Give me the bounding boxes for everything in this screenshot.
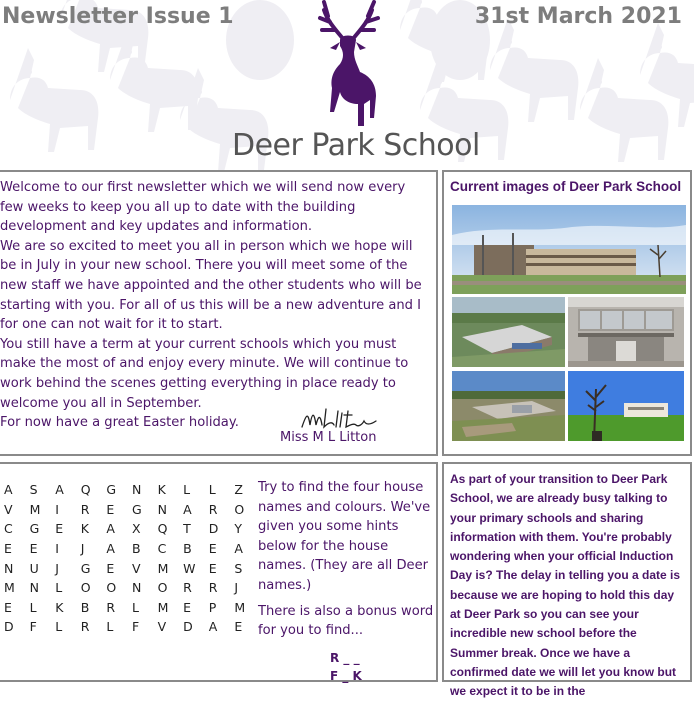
wordsearch-letter: M [4,580,15,596]
wordsearch-letter: U [29,560,39,576]
bonus-text: There is also a bonus word for you to find... [258,603,434,639]
interior-photo [568,297,684,367]
wordsearch-letter: L [55,619,63,635]
aerial-photo-2 [452,371,565,441]
wordsearch-letter: G [131,501,142,517]
wordsearch-letter: L [131,599,139,615]
wordsearch-letter: L [29,599,37,615]
house-hint: R _ _ [330,651,360,665]
wordsearch-row [4,519,260,539]
house-hint: F _ K [330,669,362,683]
wordsearch-letter: Y [234,521,242,537]
wordsearch-letter: K [80,521,89,537]
wordsearch-row [4,558,260,578]
wordsearch-letter: E [55,521,64,537]
deer-logo-icon [300,0,392,128]
wordsearch-letter: N [131,482,142,498]
wordsearch-letter: Z [234,482,243,498]
wordsearch-letter: R [183,580,192,596]
wordsearch-letter: K [55,599,64,615]
wordsearch-letter: R [208,501,218,517]
wordsearch-letter: V [131,560,141,576]
wordsearch-letter: M [157,560,169,576]
wordsearch-letter: O [80,580,91,596]
wordsearch-letter: T [183,521,191,537]
wordsearch-instructions [258,478,436,647]
issue-date: 31st March 2021 [474,4,682,29]
wordsearch-letter: C [157,541,167,557]
welcome-paragraph: You still have a term at your current schools which you must make the most of and enjoy every minute. We will continue to work behind the scenes getting everything in place ready to welcome you all in September. [0,336,409,411]
wordsearch-letter: D [4,619,14,635]
newsletter-header [0,0,694,168]
wordsearch-letter: J [55,560,59,576]
wordsearch-letter: G [29,521,40,537]
wordsearch-letter: R [208,580,218,596]
handwritten-signature [300,403,378,433]
wordsearch-letter: J [80,541,85,557]
building-photo-tree [568,371,684,441]
issue-number: Newsletter Issue 1 [2,4,234,29]
wordsearch-letter: A [55,482,64,498]
closing-line: For now have a great Easter holiday. [0,415,239,431]
wordsearch-letter: E [106,501,115,517]
wordsearch-letter: F [29,619,37,635]
wordsearch-letter: F [131,619,140,635]
wordsearch-letter: N [29,580,39,596]
wordsearch-letter: Q [80,482,91,498]
wordsearch-letter: M [29,501,41,517]
school-name: Deer Park School [232,128,480,163]
wordsearch-letter: O [106,580,117,596]
wordsearch-row [4,578,260,598]
wordsearch-letter: L [183,482,191,498]
wordsearch-letter: A [234,541,243,557]
wordsearch-letter: L [55,580,63,596]
wordsearch-letter: M [234,599,246,615]
wordsearch-letter: A [106,521,115,537]
wordsearch-letter: S [29,482,38,498]
wordsearch-letter: E [208,541,217,557]
wordsearch-letter: V [4,501,13,517]
wordsearch-letter: B [80,599,90,615]
wordsearch-letter: K [157,482,166,498]
wordsearch-row [4,480,260,500]
wordsearch-letter: R [80,501,90,517]
wordsearch-letter: R [80,619,90,635]
wordsearch-letter: O [157,580,168,596]
transition-section [442,462,692,699]
wordsearch-letter: R [106,599,116,615]
wordsearch-grid [4,480,260,637]
school-images-section [442,170,692,456]
wordsearch-letter: E [208,560,217,576]
wordsearch-letter: L [208,482,216,498]
instructions-text: Try to find the four house names and colours. We've given you some hints below for the house names. (They are all Deer names.) [258,480,431,593]
wordsearch-letter: V [157,619,167,635]
wordsearch-letter: X [131,521,141,537]
wordsearch-letter: P [208,599,217,615]
wordsearch-letter: N [4,560,14,576]
wordsearch-letter: E [29,541,38,557]
wordsearch-letter: G [106,482,117,498]
wordsearch-row [4,500,260,520]
aerial-photo-1 [452,297,565,367]
wordsearch-letter: A [208,619,218,635]
signer-name: Miss M L Litton [280,430,377,445]
wordsearch-letter: E [4,541,12,557]
welcome-paragraph: We are so excited to meet you all in person which we hope will be in July in your new school. There you will meet some of the new staff we have appointed and the other students who will be starting with you. For all of us this will be a new adventure and I for one can not wait for it to start. [0,238,422,333]
wordsearch-letter: B [131,541,141,557]
wordsearch-letter: A [106,541,115,557]
wordsearch-letter: D [208,521,219,537]
wordsearch-letter: Q [157,521,168,537]
wordsearch-letter: E [234,619,243,635]
wordsearch-letter: O [234,501,245,517]
welcome-paragraph: Welcome to our first newsletter which we will send now every few weeks to keep you all up to date with the building development and key updates and information. [0,180,406,235]
images-heading: Current images of Deer Park School [450,179,682,194]
transition-text: As part of your transition to Deer Park School, we are already busy talking to your primary schools and sharing information with them. You're probably wondering when your official Induction Day is? The delay in telling you a date is because we are hoping to hold this day at Deer Park so you can see your incredible new school before the Summer break. Once we have a confirmed date we will let you know but we expect it to be in the [450,472,681,699]
wordsearch-letter: S [234,560,243,576]
wordsearch-letter: N [131,580,142,596]
wordsearch-row [4,598,260,618]
wordsearch-letter: A [183,501,192,517]
wordsearch-letter: E [183,599,192,615]
wordsearch-letter: I [55,541,59,557]
wordsearch-letter: E [106,560,115,576]
wordsearch-letter: A [4,482,13,498]
wordsearch-letter: N [157,501,167,517]
wordsearch-letter: W [183,560,196,576]
wordsearch-section [0,462,438,682]
wordsearch-letter: I [55,501,59,517]
welcome-section [0,170,438,456]
wordsearch-letter: D [183,619,193,635]
wordsearch-letter: E [4,599,12,615]
wordsearch-letter: G [80,560,91,576]
wordsearch-letter: J [234,580,239,596]
wordsearch-letter: B [183,541,192,557]
wordsearch-letter: L [106,619,114,635]
wordsearch-row [4,539,260,559]
wordsearch-row [4,617,260,637]
wordsearch-letter: M [157,599,169,615]
building-photo-wide [452,205,686,294]
wordsearch-letter: C [4,521,13,537]
